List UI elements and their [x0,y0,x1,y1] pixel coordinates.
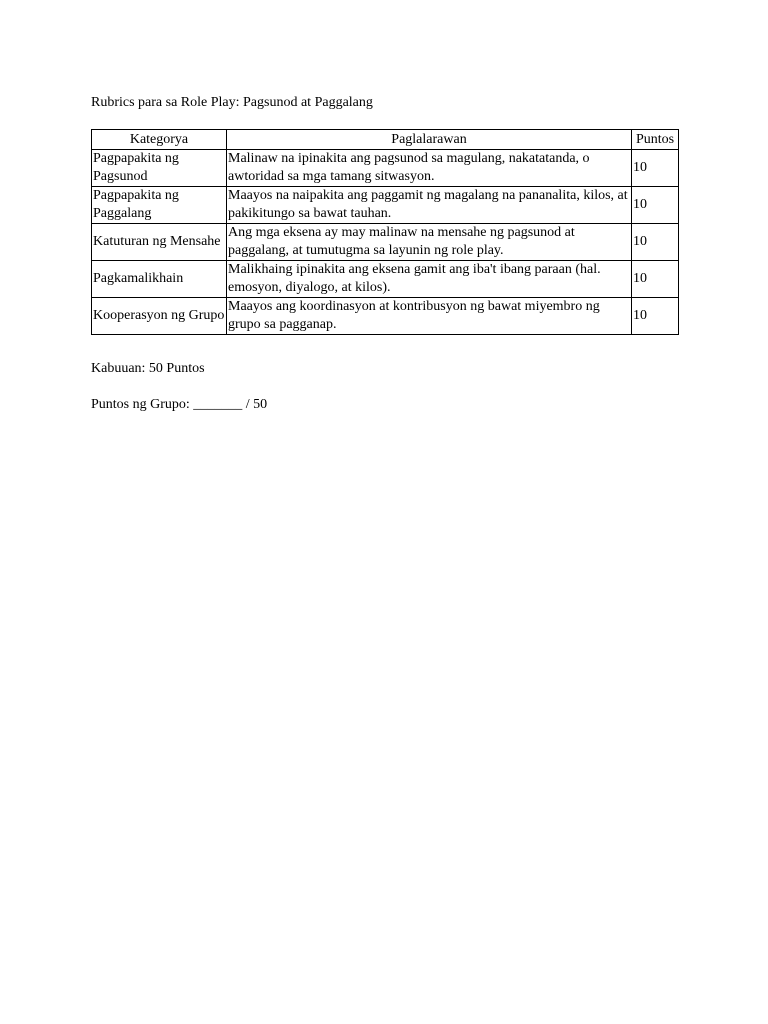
row-points: 10 [632,298,679,335]
row-points: 10 [632,261,679,298]
table-header-row [92,130,679,150]
row-description: Maayos na naipakita ang paggamit ng magalang na pananalita, kilos, at pakikitungo sa bawat tauhan. [227,187,632,224]
group-score-line: Puntos ng Grupo: _______ / 50 [91,397,268,412]
document-title: Rubrics para sa Role Play: Pagsunod at Paggalang [91,95,373,110]
row-category: Kooperasyon ng Grupo [92,298,227,335]
rubric-table [91,129,679,335]
total-points: Kabuuan: 50 Puntos [91,361,205,376]
table-row [92,298,679,335]
row-description: Malinaw na ipinakita ang pagsunod sa magulang, nakatatanda, o awtoridad sa mga tamang sitwasyon. [227,150,632,187]
row-description: Maayos ang koordinasyon at kontribusyon ng bawat miyembro ng grupo sa pagganap. [227,298,632,335]
table-row [92,224,679,261]
row-points: 10 [632,224,679,261]
header-puntos: Puntos [632,130,679,150]
row-points: 10 [632,150,679,187]
header-kategorya: Kategorya [92,130,227,150]
row-category: Pagpapakita ng Paggalang [92,187,227,224]
row-points: 10 [632,187,679,224]
table-row [92,261,679,298]
row-category: Pagkamalikhain [92,261,227,298]
table-row [92,187,679,224]
row-description: Malikhaing ipinakita ang eksena gamit ang iba't ibang paraan (hal. emosyon, diyalogo, at kilos). [227,261,632,298]
row-category: Katuturan ng Mensahe [92,224,227,261]
row-description: Ang mga eksena ay may malinaw na mensahe ng pagsunod at paggalang, at tumutugma sa layunin ng role play. [227,224,632,261]
table-row [92,150,679,187]
header-paglalarawan: Paglalarawan [227,130,632,150]
row-category: Pagpapakita ng Pagsunod [92,150,227,187]
